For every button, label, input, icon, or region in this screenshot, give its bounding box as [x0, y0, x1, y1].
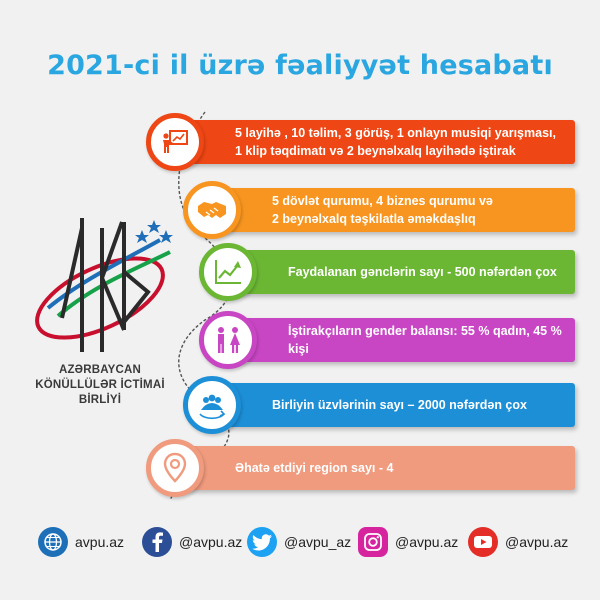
- handshake-icon: [183, 181, 241, 239]
- organization-name: [20, 363, 180, 408]
- presentation-icon: [146, 113, 204, 171]
- members-group-icon: [183, 376, 241, 434]
- stat-text: Əhatə etdiyi region sayı - 4: [235, 461, 394, 475]
- stat-text-line1: 5 layihə , 10 təlim, 3 görüş, 1 onlayn musiqi yarışması,: [235, 126, 556, 140]
- organization-name-line2: KÖNÜLLÜLƏR İCTİMAİ BİRLİYİ: [35, 379, 165, 406]
- youtube-icon: [468, 527, 498, 557]
- instagram-icon: [358, 527, 388, 557]
- footer-website-text: avpu.az: [75, 534, 125, 550]
- stat-text: Birliyin üzvlərinin sayı – 2000 nəfərdən çox: [272, 398, 527, 412]
- gender-icon: [199, 311, 257, 369]
- footer-contacts: [0, 525, 600, 559]
- footer-youtube-text: @avpu.az: [505, 534, 569, 550]
- stat-text: İştirakçıların gender balansı: 55 % qadın, 45 % kişi: [288, 324, 562, 356]
- stat-text-line2: 2 beynəlxalq təşkilatla əməkdaşlıq: [272, 212, 476, 226]
- stat-row-gender-balance: [228, 318, 575, 362]
- stat-row-cooperation: [212, 188, 575, 232]
- footer-instagram-link[interactable]: [358, 525, 458, 559]
- growth-chart-icon: [199, 243, 257, 301]
- stat-text: Faydalanan gənclərin sayı - 500 nəfərdən çox: [288, 265, 557, 279]
- stat-row-members: [212, 383, 575, 427]
- facebook-icon: [142, 527, 172, 557]
- stat-row-regions: [175, 446, 575, 490]
- location-pin-icon: [146, 439, 204, 497]
- stat-text-line2: 1 klip təqdimatı və 2 beynəlxalq layihədə iştirak: [235, 144, 516, 158]
- footer-youtube-link[interactable]: [468, 525, 568, 559]
- organization-logo: [20, 200, 180, 406]
- stat-row-activities: [175, 120, 575, 164]
- globe-icon: [38, 527, 68, 557]
- page-title: 2021-ci il üzrə fəaliyyət hesabatı: [47, 50, 553, 81]
- stat-text-line1: 5 dövlət qurumu, 4 biznes qurumu və: [272, 194, 493, 208]
- stat-row-beneficiaries: [228, 250, 575, 294]
- organization-name-line1: AZƏRBAYCAN: [58, 364, 142, 376]
- footer-website-link[interactable]: [38, 525, 124, 559]
- footer-facebook-text: @avpu.az: [179, 534, 243, 550]
- footer-twitter-link[interactable]: [247, 525, 351, 559]
- footer-instagram-text: @avpu.az: [395, 534, 459, 550]
- akb-monogram-logo: [20, 200, 180, 360]
- twitter-icon: [247, 527, 277, 557]
- footer-twitter-text: @avpu_az: [284, 534, 352, 550]
- footer-facebook-link[interactable]: [142, 525, 242, 559]
